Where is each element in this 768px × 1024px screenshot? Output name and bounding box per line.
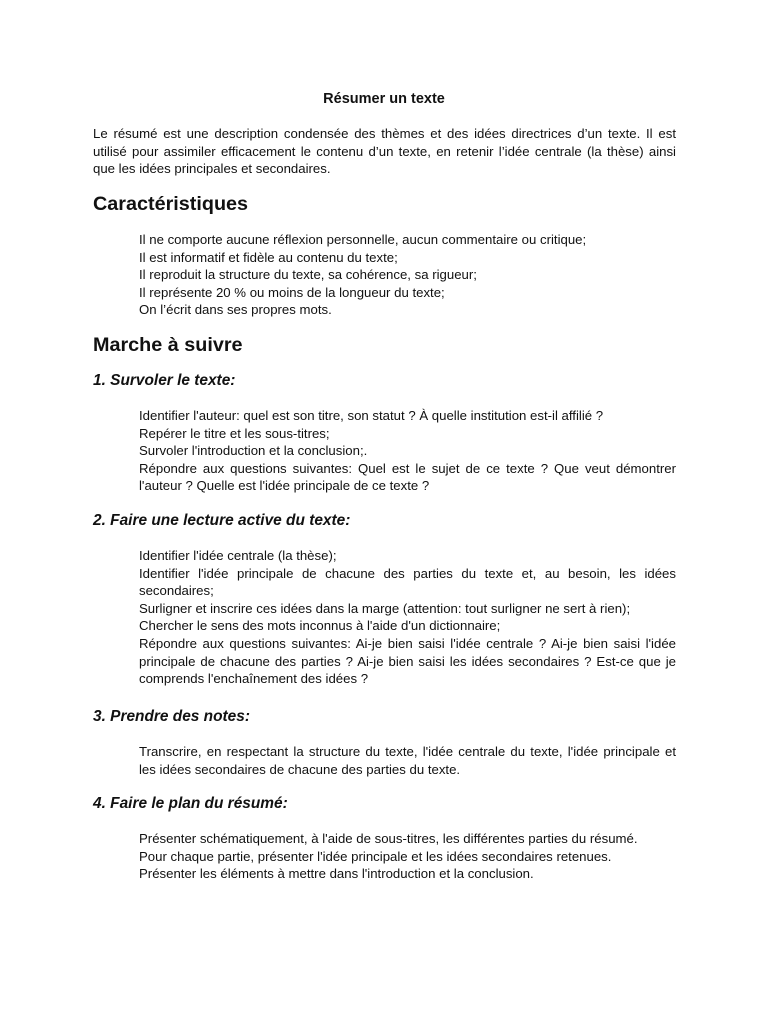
list-item: Pour chaque partie, présenter l'idée principale et les idées secondaires retenues. <box>139 848 612 864</box>
list-item: Répondre aux questions suivantes: Ai-je bien saisi l'idée centrale ? Ai-je bien saisi l'idée principale de chacune des parties ? Ai-je bien saisi les idées secondaires ? Est-ce que je comprends l'enchaînement des idées ? <box>139 635 676 687</box>
list-item: Identifier l'auteur: quel est son titre, son statut ? À quelle institution est-il affilié ? <box>139 408 604 423</box>
list-item: Répondre aux questions suivantes: Quel est le sujet de ce texte ? Que veut démontrer l'auteur ? Quelle est l'idée principale de ce texte ? <box>139 460 676 494</box>
procedure-heading: Marche à suivre <box>93 334 243 356</box>
step-3-list <box>139 743 676 778</box>
list-item: Présenter les éléments à mettre dans l'introduction et la conclusion. <box>139 866 534 882</box>
step-1-list <box>139 407 676 495</box>
list-item: Il reproduit la structure du texte, sa cohérence, sa rigueur; <box>139 267 477 283</box>
step-2-heading: 2. Faire une lecture active du texte: <box>93 512 351 529</box>
characteristics-list <box>139 231 676 319</box>
characteristics-heading: Caractéristiques <box>93 193 249 215</box>
list-item: Identifier l'idée principale de chacune des parties du texte et, au besoin, les idées secondaires; <box>139 565 676 599</box>
list-item: Transcrire, en respectant la structure du texte, l'idée centrale du texte, l'idée principale et les idées secondaires de chacune des parties du texte. <box>139 744 676 777</box>
list-item: Il ne comporte aucune réflexion personnelle, aucun commentaire ou critique; <box>139 232 587 247</box>
list-item: Chercher le sens des mots inconnus à l'aide d'un dictionnaire; <box>139 618 501 634</box>
step-3-heading: 3. Prendre des notes: <box>93 708 250 725</box>
list-item: Identifier l'idée centrale (la thèse); <box>139 548 337 563</box>
list-item: On l’écrit dans ses propres mots. <box>139 302 332 318</box>
list-item: Surligner et inscrire ces idées dans la marge (attention: tout surligner ne sert à rien); <box>139 600 631 616</box>
list-item: Il est informatif et fidèle au contenu du texte; <box>139 249 398 265</box>
step-2-list <box>139 547 676 688</box>
list-item: Présenter schématiquement, à l'aide de sous-titres, les différentes parties du résumé. <box>139 831 638 846</box>
list-item: Repérer le titre et les sous-titres; <box>139 425 330 441</box>
step-4-list <box>139 830 676 883</box>
step-1-heading: 1. Survoler le texte: <box>93 372 236 389</box>
document-title: Résumer un texte <box>323 91 445 107</box>
step-4-heading: 4. Faire le plan du résumé: <box>93 795 288 812</box>
intro-paragraph: Le résumé est une description condensée des thèmes et des idées directrices d’un texte. Il est utilisé pour assimiler efficacement le contenu d’un texte, en retenir l’idée centrale (la thèse) ainsi que les idées principales et secondaires. <box>93 126 676 177</box>
list-item: Il représente 20 % ou moins de la longueur du texte; <box>139 284 445 300</box>
list-item: Survoler l'introduction et la conclusion;. <box>139 443 368 459</box>
